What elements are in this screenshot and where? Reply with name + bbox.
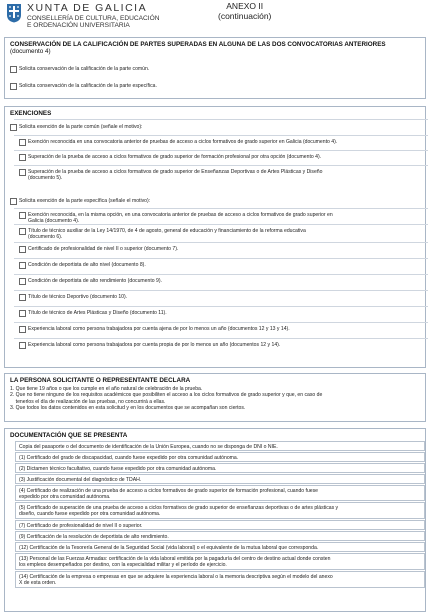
document-row[interactable] (15, 463, 425, 473)
page-header (0, 0, 432, 36)
exencion-especifica-item-checkbox[interactable] (19, 310, 26, 317)
document-row[interactable] (15, 485, 425, 501)
conservacion-comun-checkbox[interactable] (10, 66, 17, 73)
divider (14, 208, 428, 209)
declara-title: LA PERSONA SOLICITANTE O REPRESENTANTE DECLARA (10, 377, 191, 384)
exencion-comun-item-label: Superación de la prueba de acceso a ciclos formativos de grado superior de Enseñanzas Deportivas o de Artes Plásticas y Diseño (documento 5). (28, 169, 323, 182)
document-label: Copia del pasaporte o del documento de identificación de la Unión Europea, cuando no se disponga de DNI o NIE. (19, 443, 278, 450)
exencion-especifica-item-checkbox[interactable] (19, 212, 26, 219)
exencion-especifica-item-checkbox[interactable] (19, 262, 26, 269)
exencion-especifica-item-label: Certificado de profesionalidad de nivel II o superior (documento 7). (28, 246, 179, 252)
document-label: (14) Certificación de la empresa o empresas en que se adquiere la experiencia laboral o la memoria descriptiva según el modelo del anexo X de esta orden. (19, 573, 333, 586)
divider (14, 274, 428, 275)
exencion-especifica-item-checkbox[interactable] (19, 342, 26, 349)
exencion-especifica-item-label: Título de técnico Deportivo (documento 10). (28, 294, 128, 300)
divider (14, 224, 428, 225)
exencion-especifica-item-label: Exención reconocida, en la misma opción, en una convocatoria anterior de pruebas de acceso a ciclos formativos de grado superior en Galicia (documento 4). (28, 212, 333, 225)
document-label: (7) Certificado de profesionalidad de nivel II o superior. (19, 522, 143, 529)
conservacion-especifica-checkbox[interactable] (10, 83, 17, 90)
document-row[interactable] (15, 502, 425, 519)
conservacion-comun-label: Solicita conservación de la calificación de la parte común. (19, 66, 150, 72)
document-row[interactable] (15, 520, 425, 530)
declara-line: 3. Que todos los datos contenidos en esta solicitud y en los documentos que se acompañan son ciertos. (10, 405, 246, 412)
document-label: (3) Justificación documental del diagnóstico de TDAH. (19, 476, 142, 483)
exencion-comun-item-checkbox[interactable] (19, 154, 26, 161)
divider (14, 242, 428, 243)
exencion-especifica-item-checkbox[interactable] (19, 326, 26, 333)
xunta-logo-icon (6, 3, 22, 23)
document-label: (5) Certificado de superación de una prueba de acceso a ciclos formativos de grado superior de enseñanzas deportivas o de artes plásticas y diseño, cuando fuese expedido por otra comunidad autónoma. (19, 504, 339, 517)
department-name: CONSELLERÍA DE CULTURA, EDUCACIÓN E ORDENACIÓN UNIVERSITARIA (27, 15, 160, 30)
exencion-comun-label: Solicita exención de la parte común (señale el motivo): (19, 124, 143, 130)
exencion-especifica-item-checkbox[interactable] (19, 278, 26, 285)
exencion-especifica-item-label: Condición de deportista de alto rendimiento (documento 9). (28, 278, 162, 284)
exencion-especifica-item-checkbox[interactable] (19, 228, 26, 235)
exencion-especifica-item-label: Experiencia laboral como persona trabajadora por cuenta ajena de por lo menos un año (documentos 12 y 13 y 14). (28, 326, 290, 332)
divider (14, 290, 428, 291)
document-label: (13) Personal de las Fuerzas Armadas: certificación de la vida laboral emitida por la pagaduría del centro de destino actual donde consten los empleos desempeñados por destino, con la especialidad militar y el período de ejercicio. (19, 555, 331, 568)
documentacion-title: DOCUMENTACIÓN QUE SE PRESENTA (10, 432, 128, 439)
divider (14, 119, 428, 120)
exenciones-section (4, 106, 426, 368)
document-row[interactable] (15, 542, 425, 552)
divider (14, 150, 428, 151)
document-label: (12) Certificación de la Tesorería General de la Seguridad Social (vida laboral) o el equivalente de la mutua laboral que corresponda. (19, 544, 319, 551)
divider (14, 338, 428, 339)
annex-label: ANEXO II (continuación) (218, 1, 272, 21)
document-row[interactable] (15, 553, 425, 570)
document-row[interactable] (15, 531, 425, 541)
exencion-especifica-label: Solicita exención de la parte específica (señale el motivo): (19, 198, 151, 204)
divider (14, 135, 428, 136)
declara-section (4, 373, 426, 422)
divider (14, 165, 428, 166)
document-row[interactable] (15, 441, 425, 451)
exencion-especifica-item-label: Título de técnico de Artes Plásticas y Diseño (documento 11). (28, 310, 167, 316)
declara-line: 1. Que tiene 19 años o que los cumple en el año natural de celebración de la prueba. (10, 386, 203, 392)
conservacion-especifica-label: Solicita conservación de la calificación de la parte específica. (19, 83, 157, 89)
document-label: (1) Certificado del grado de discapacidad, cuando fuese expedido por otra comunidad autónoma. (19, 454, 239, 461)
exencion-comun-checkbox[interactable] (10, 124, 17, 131)
exencion-especifica-item-label: Condición de deportista de alto nivel (documento 8). (28, 262, 146, 268)
declara-line: tenerlos el día de realización de las pruebas, no concurrirá a ellas. (10, 398, 166, 405)
exencion-comun-item-checkbox[interactable] (19, 139, 26, 146)
exencion-especifica-checkbox[interactable] (10, 198, 17, 205)
documentacion-section (4, 428, 426, 612)
document-row[interactable] (15, 571, 425, 588)
exencion-especifica-item-label: Título de técnico auxiliar de la Ley 14/1970, de 4 de agosto, general de educación y financiamiento de la reforma educativa (documento 6). (28, 228, 306, 241)
exencion-especifica-item-label: Experiencia laboral como persona trabajadora por cuenta propia de por lo menos un año (documentos 12 y 14). (28, 342, 281, 348)
document-row[interactable] (15, 474, 425, 484)
exencion-especifica-item-checkbox[interactable] (19, 294, 26, 301)
document-row[interactable] (15, 452, 425, 462)
document-label: (9) Certificación de la resolución de deportista de alto rendimiento. (19, 533, 169, 540)
exencion-comun-item-label: Superación de la prueba de acceso a ciclos formativos de grado superior de formación profesional por otra opción (documento 4). (28, 154, 322, 160)
declara-line: 2. Que no tiene ninguno de los requisitos académicos que posibiliten el acceso a los ciclos formativos de grado superior y que, en caso de (10, 392, 323, 399)
divider (14, 322, 428, 323)
document-label: (4) Certificado de realización de una prueba de acceso a ciclos formativos de grado superior de formación profesional, cuando fuese expedido por otra comunidad autónoma. (19, 487, 319, 500)
conservacion-title: CONSERVACIÓN DE LA CALIFICACIÓN DE PARTES SUPERADAS EN ALGUNA DE LAS DOS CONVOCATORIAS ANTERIORES (documento 4) (10, 41, 386, 56)
conservacion-section (4, 37, 426, 99)
document-label: (2) Dictamen técnico facultativo, cuando fuese expedido por otra comunidad autónoma. (19, 465, 217, 472)
exencion-especifica-item-checkbox[interactable] (19, 246, 26, 253)
org-name: XUNTA DE GALICIA (27, 2, 148, 14)
divider (14, 258, 428, 259)
exencion-comun-item-checkbox[interactable] (19, 169, 26, 176)
divider (14, 306, 428, 307)
exencion-comun-item-label: Exención reconocida en una convocatoria anterior de pruebas de acceso a ciclos formativos de grado superior en Galicia (documento 4). (28, 139, 338, 145)
exenciones-title: EXENCIONES (10, 110, 52, 117)
